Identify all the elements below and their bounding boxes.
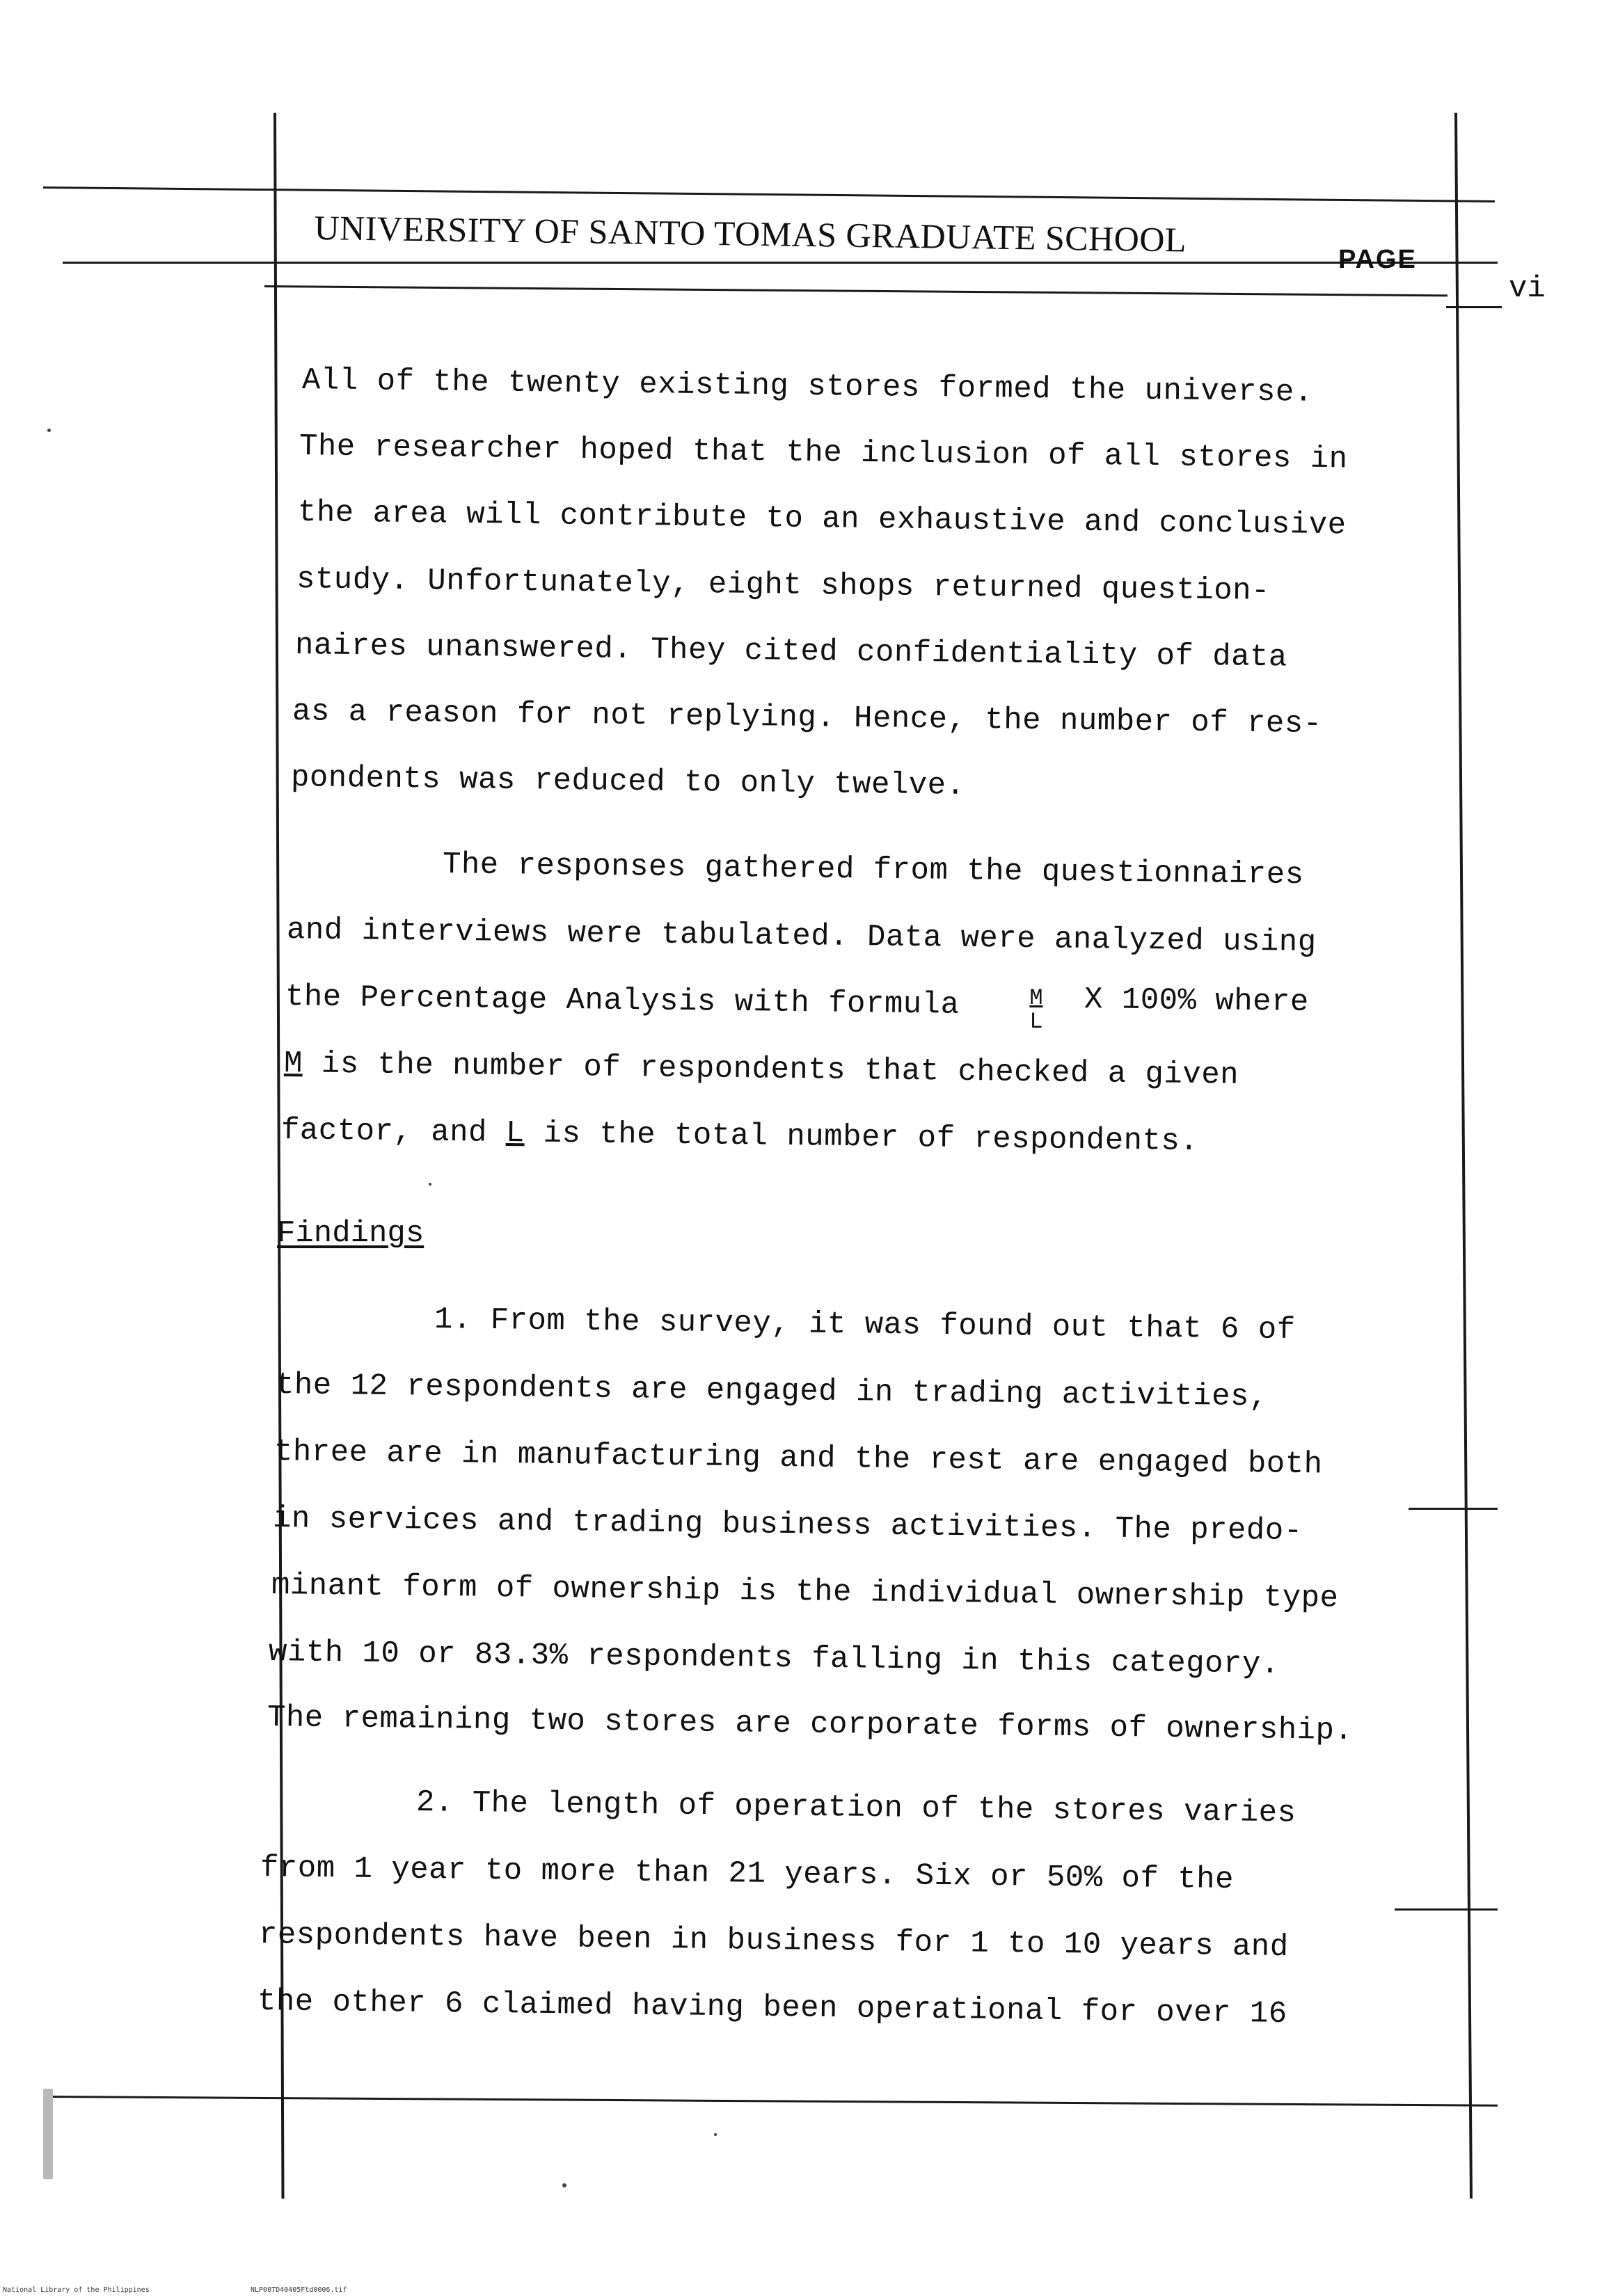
formula-numerator: M xyxy=(1029,985,1043,1011)
body-line: respondents have been in business for 1 to 10 years and xyxy=(258,1918,1289,1966)
scan-speck xyxy=(43,2089,53,2179)
bottom-rule xyxy=(43,2096,1498,2107)
body-line xyxy=(281,1113,1199,1159)
scan-footer-filename: NLP00TD40405Ftd0006.tif xyxy=(251,2286,347,2294)
body-line xyxy=(285,980,960,1023)
page-label: PAGE xyxy=(1338,245,1417,274)
page-number: vi xyxy=(1509,271,1546,306)
formula-lead-text: the Percentage Analysis with formula xyxy=(285,980,960,1023)
body-line: three are in manufacturing and the rest are engaged both xyxy=(273,1435,1323,1483)
body-line: pondents was reduced to only twelve. xyxy=(290,760,965,804)
body-line: naires unanswered. They cited confidentiality of data xyxy=(294,628,1288,676)
variable-m: M xyxy=(283,1046,303,1082)
body-line: The responses gathered from the questionnaires xyxy=(442,847,1304,893)
body-line: and interviews were tabulated. Data were analyzed using xyxy=(286,913,1317,961)
scan-speck xyxy=(47,429,51,432)
page-number-rule xyxy=(1446,306,1502,308)
findings-heading: Findings xyxy=(277,1216,425,1251)
variable-m-definition: is the number of respondents that checked a given xyxy=(302,1046,1239,1093)
header-rule-upper xyxy=(63,262,1498,264)
body-line xyxy=(284,1046,1239,1093)
university-header-title: UNIVERSITY OF SANTO TOMAS GRADUATE SCHOOL xyxy=(314,207,1187,260)
body-line: X 100% where xyxy=(1084,982,1310,1020)
body-line: the area will contribute to an exhaustive and conclusive xyxy=(297,495,1347,543)
right-margin-rule xyxy=(1454,113,1473,2199)
formula-denominator: L xyxy=(1029,1009,1043,1035)
scan-speck xyxy=(562,2183,566,2187)
factor-text: factor, and xyxy=(280,1113,507,1151)
body-line: All of the twenty existing stores formed the universe. xyxy=(301,363,1314,410)
body-line: the 12 respondents are engaged in trading activities, xyxy=(275,1368,1269,1415)
scan-speck xyxy=(429,1183,431,1186)
body-line: from 1 year to more than 21 years. Six or 50% of the xyxy=(260,1851,1235,1898)
variable-l: L xyxy=(505,1115,525,1151)
body-line: minant form of ownership is the individual ownership type xyxy=(271,1568,1339,1616)
body-line: the other 6 claimed having been operational for over 16 xyxy=(257,1984,1287,2032)
body-line: study. Unfortunately, eight shops returned question- xyxy=(296,562,1271,609)
percentage-formula xyxy=(1024,987,1048,1034)
right-margin-rule-2 xyxy=(1395,1908,1498,1911)
body-line: The researcher hoped that the inclusion of all stores in xyxy=(299,429,1348,477)
body-line: with 10 or 83.3% respondents falling in this category. xyxy=(268,1635,1280,1682)
right-margin-rule-1 xyxy=(1409,1508,1498,1510)
body-line: in services and trading business activities. The predo- xyxy=(272,1501,1303,1549)
top-rule xyxy=(43,186,1495,202)
body-line: 1. From the survey, it was found out that 6 of xyxy=(434,1302,1296,1348)
body-line: 2. The length of operation of the stores varies xyxy=(415,1785,1296,1831)
variable-l-definition: is the total number of respondents. xyxy=(524,1116,1199,1160)
body-line: as a reason for not replying. Hence, the number of res- xyxy=(292,694,1322,742)
scan-speck xyxy=(714,2133,717,2136)
body-line: The remaining two stores are corporate forms of ownership. xyxy=(267,1700,1354,1749)
header-rule-lower xyxy=(264,285,1448,296)
scan-footer-library: National Library of the Philippines xyxy=(3,2286,150,2294)
